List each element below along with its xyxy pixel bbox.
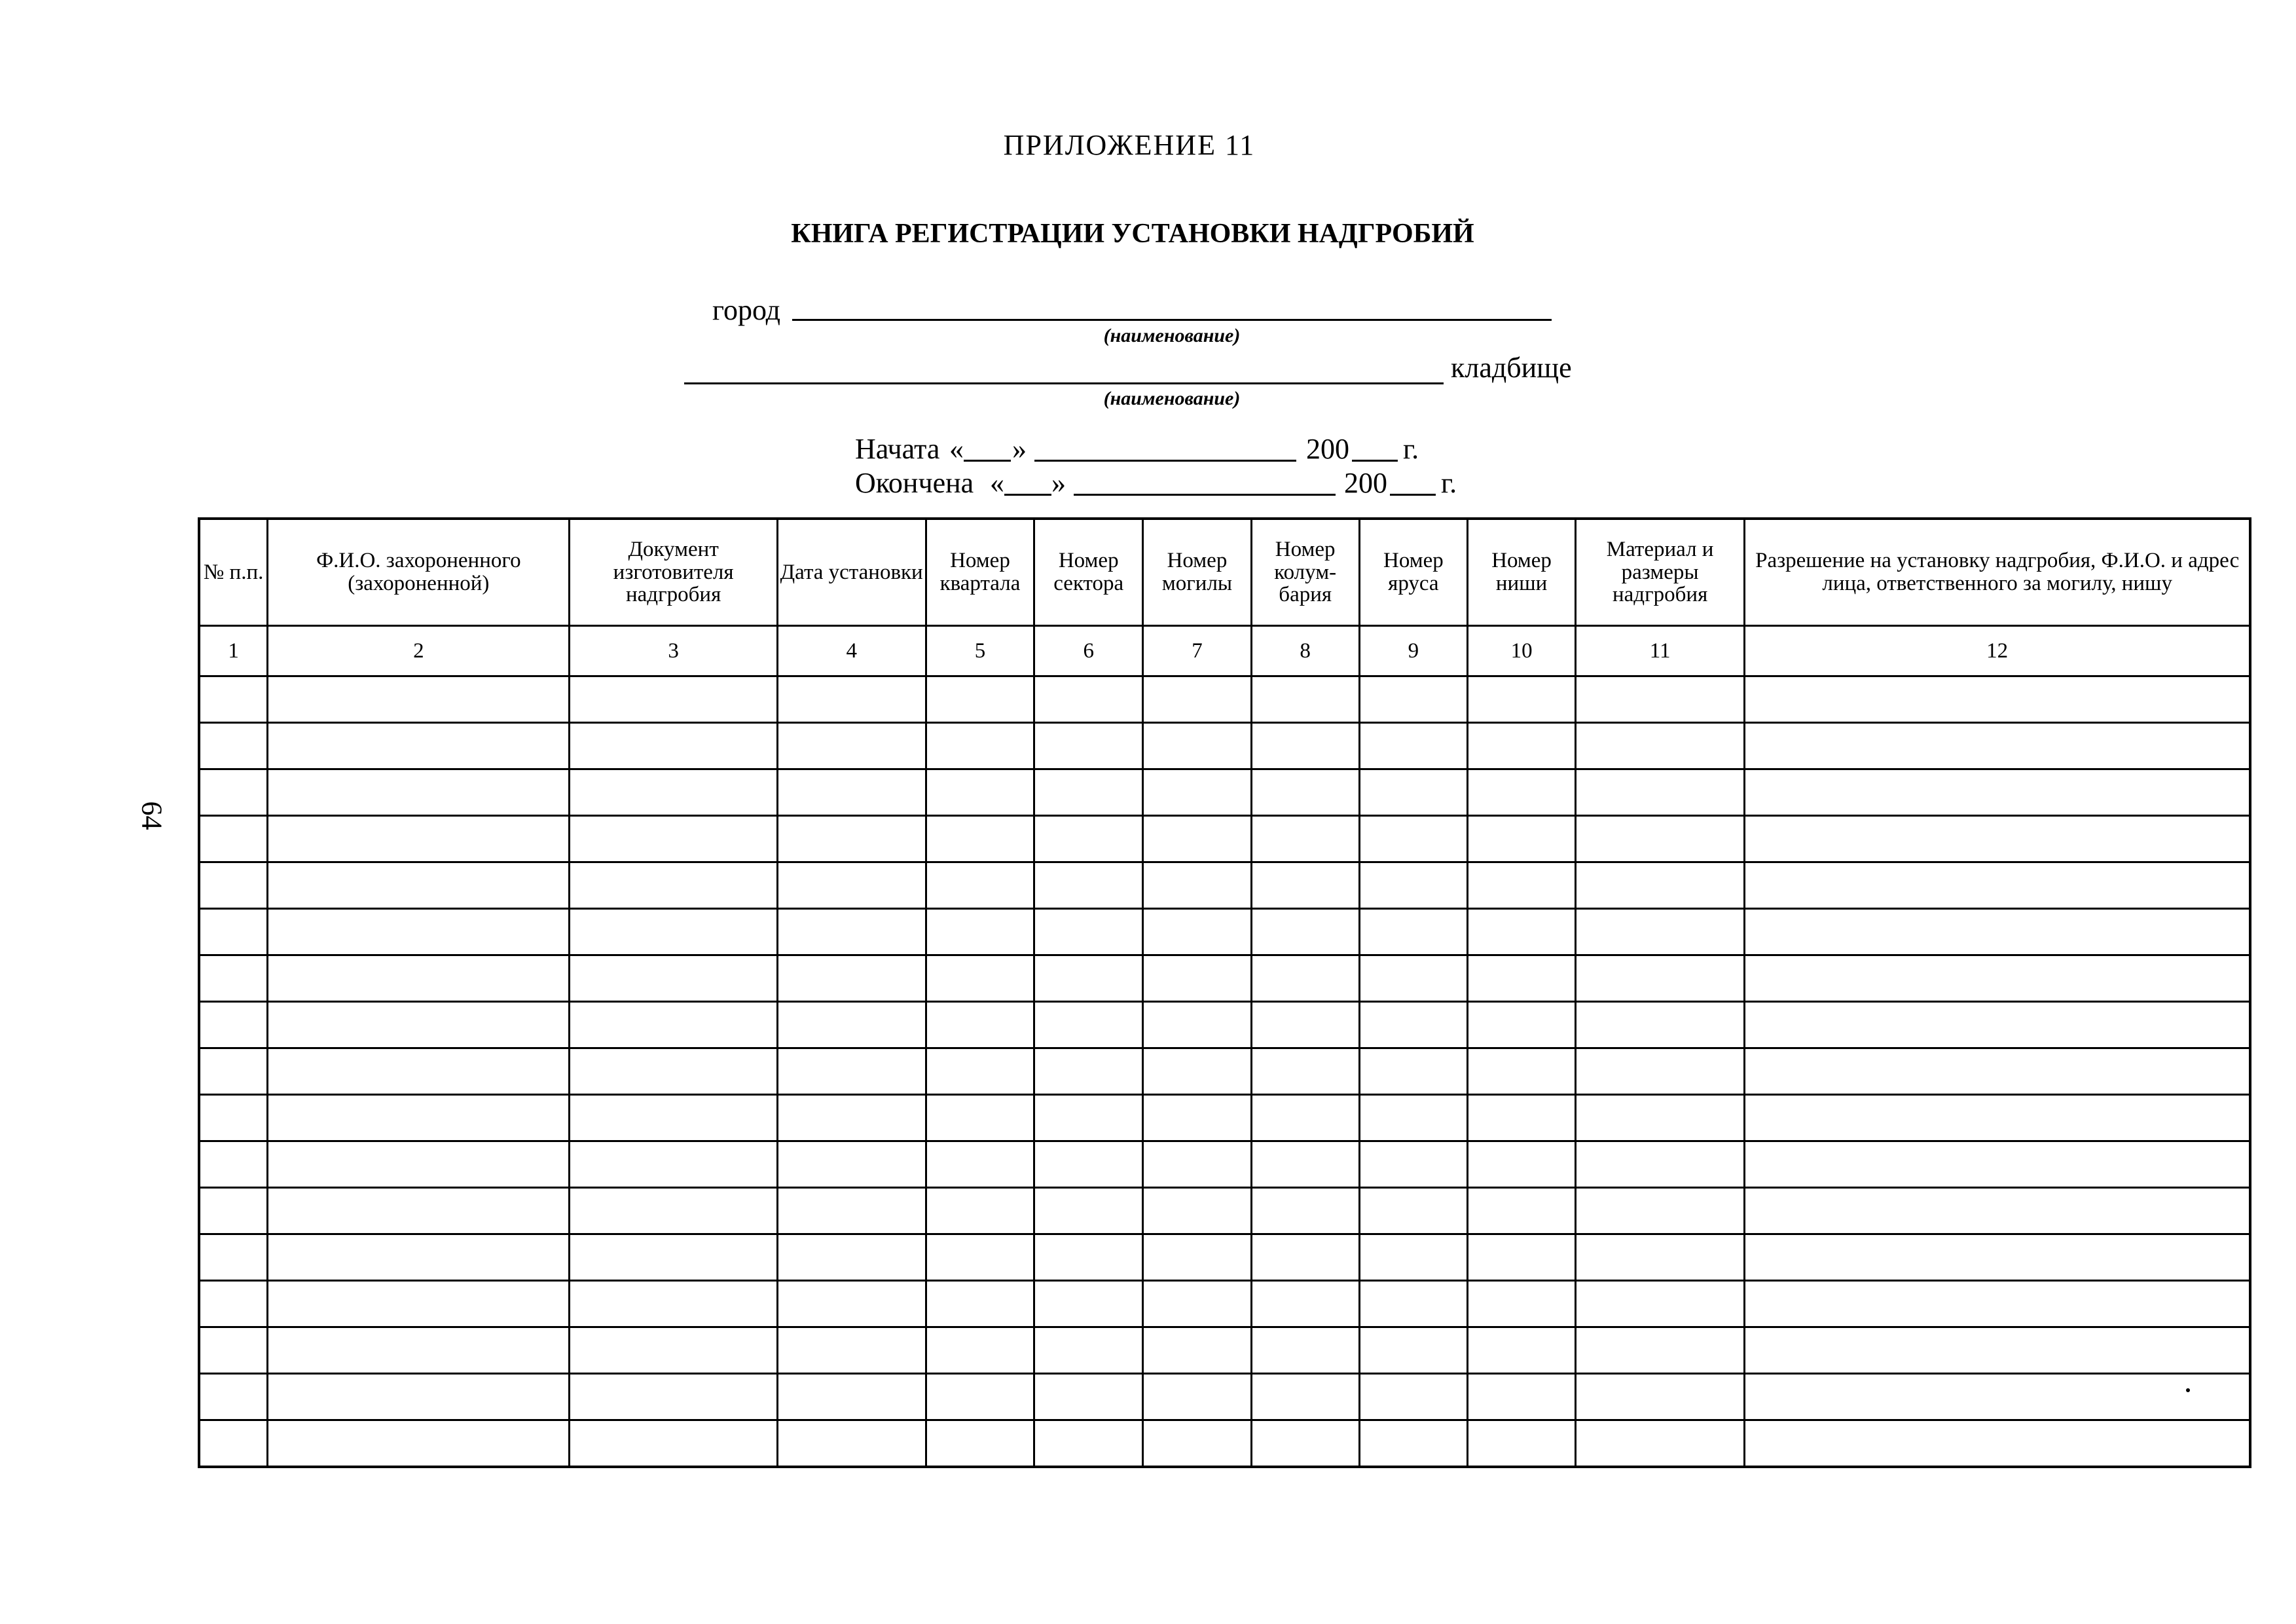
table-row [199, 1281, 2250, 1327]
entry-cell[interactable] [1745, 1002, 2250, 1048]
entry-cell[interactable] [1575, 1234, 1744, 1281]
entry-cell[interactable] [1745, 769, 2250, 816]
entry-cell[interactable] [268, 676, 570, 723]
entry-cell[interactable] [1359, 723, 1468, 769]
entry-cell[interactable] [1468, 676, 1576, 723]
entry-cell[interactable] [268, 1141, 570, 1188]
entry-cell[interactable] [777, 862, 926, 909]
entry-cell[interactable] [570, 1420, 777, 1467]
entry-cell[interactable] [1745, 1095, 2250, 1141]
entry-cell[interactable] [1468, 1374, 1576, 1420]
entry-cell[interactable] [1575, 676, 1744, 723]
entry-cell[interactable] [1575, 1002, 1744, 1048]
entry-cell[interactable] [570, 1327, 777, 1374]
table-row [199, 1002, 2250, 1048]
entry-cell[interactable] [1468, 1188, 1576, 1234]
table-row [199, 1234, 2250, 1281]
entry-cell[interactable] [777, 1234, 926, 1281]
entry-cell[interactable] [1251, 862, 1359, 909]
entry-cell[interactable] [1034, 1420, 1143, 1467]
entry-cell[interactable] [1143, 1002, 1252, 1048]
entry-cell[interactable] [570, 1281, 777, 1327]
header-tier-number: Номер яруса [1359, 519, 1468, 626]
column-number: 12 [1745, 626, 2250, 676]
entry-cell[interactable] [1359, 1327, 1468, 1374]
started-open-quote: « [949, 433, 964, 465]
started-year-prefix: 200 [1306, 433, 1349, 465]
entry-cell[interactable] [777, 1141, 926, 1188]
table-row [199, 955, 2250, 1002]
entry-cell[interactable] [1034, 862, 1143, 909]
header-block-number: Номер квартала [926, 519, 1034, 626]
finished-year-line[interactable] [1390, 494, 1436, 496]
entry-cell[interactable] [199, 862, 268, 909]
column-number: 3 [570, 626, 777, 676]
header-row-number: № п.п. [199, 519, 268, 626]
table-row [199, 1141, 2250, 1188]
finished-day-line[interactable] [1004, 494, 1051, 496]
entry-cell[interactable] [1251, 723, 1359, 769]
cemetery-name-caption: (наименование) [1103, 388, 1241, 409]
entry-cell[interactable] [1359, 1048, 1468, 1095]
column-number: 5 [926, 626, 1034, 676]
entry-cell[interactable] [1359, 1234, 1468, 1281]
entry-cell[interactable] [926, 1002, 1034, 1048]
header-niche-number: Номер ниши [1468, 519, 1576, 626]
entry-cell[interactable] [1143, 1141, 1252, 1188]
entry-cell[interactable] [268, 1327, 570, 1374]
entry-cell[interactable] [570, 909, 777, 955]
entry-cell[interactable] [199, 1188, 268, 1234]
entry-cell[interactable] [1251, 1141, 1359, 1188]
entry-cell[interactable] [1468, 1420, 1576, 1467]
entry-cell[interactable] [777, 1002, 926, 1048]
page-number: 64 [136, 801, 168, 830]
entry-cell[interactable] [1034, 1281, 1143, 1327]
entry-cell[interactable] [1034, 816, 1143, 862]
entry-cell[interactable] [1143, 1281, 1252, 1327]
entry-cell[interactable] [1143, 676, 1252, 723]
document-title: КНИГА РЕГИСТРАЦИИ УСТАНОВКИ НАДГРОБИЙ [791, 219, 1474, 249]
entry-cell[interactable] [199, 1327, 268, 1374]
entry-cell[interactable] [570, 1374, 777, 1420]
entry-cell[interactable] [1575, 1188, 1744, 1234]
entry-cell[interactable] [570, 1048, 777, 1095]
entry-cell[interactable] [926, 1420, 1034, 1467]
started-label: Начата [855, 433, 940, 465]
finished-label: Окончена [855, 467, 974, 499]
table-row [199, 1048, 2250, 1095]
table-row [199, 862, 2250, 909]
entry-cell[interactable] [777, 1048, 926, 1095]
entry-cell[interactable] [199, 1281, 268, 1327]
entry-cell[interactable] [1034, 1095, 1143, 1141]
entry-cell[interactable] [268, 1374, 570, 1420]
entry-cell[interactable] [1251, 1002, 1359, 1048]
table-row [199, 1095, 2250, 1141]
entry-cell[interactable] [777, 1281, 926, 1327]
entry-cell[interactable] [1251, 816, 1359, 862]
entry-cell[interactable] [777, 1420, 926, 1467]
entry-cell[interactable] [1143, 862, 1252, 909]
entry-cell[interactable] [1468, 769, 1576, 816]
entry-cell[interactable] [1468, 1281, 1576, 1327]
entry-cell[interactable] [1034, 1374, 1143, 1420]
entry-cell[interactable] [1359, 1374, 1468, 1420]
header-permission: Разрешение на установку надгробия, Ф.И.О. и адрес лица, ответственного за могилу, нишу [1745, 519, 2250, 626]
entry-cell[interactable] [1575, 909, 1744, 955]
table-row [199, 1327, 2250, 1374]
entry-cell[interactable] [1251, 909, 1359, 955]
header-maker-document: Документ изготовителя надгробия [570, 519, 777, 626]
entry-cell[interactable] [926, 1188, 1034, 1234]
entry-cell[interactable] [1359, 909, 1468, 955]
entry-cell[interactable] [1468, 1095, 1576, 1141]
entry-cell[interactable] [777, 1095, 926, 1141]
entry-cell[interactable] [1143, 955, 1252, 1002]
entry-cell[interactable] [199, 1048, 268, 1095]
entry-cell[interactable] [1575, 1048, 1744, 1095]
entry-cell[interactable] [268, 862, 570, 909]
entry-cell[interactable] [1468, 1141, 1576, 1188]
entry-cell[interactable] [1034, 1327, 1143, 1374]
entry-cell[interactable] [570, 1234, 777, 1281]
entry-cell[interactable] [1468, 723, 1576, 769]
entry-cell[interactable] [1251, 1095, 1359, 1141]
entry-cell[interactable] [1745, 1141, 2250, 1188]
entry-cell[interactable] [1359, 1188, 1468, 1234]
column-number-row [199, 626, 2250, 676]
entry-cell[interactable] [199, 769, 268, 816]
table-row [199, 1188, 2250, 1234]
entry-cell[interactable] [1359, 676, 1468, 723]
finished-open-quote: « [990, 467, 1004, 499]
entry-cell[interactable] [199, 955, 268, 1002]
entry-cell[interactable] [570, 1095, 777, 1141]
entry-cell[interactable] [926, 1374, 1034, 1420]
entry-cell[interactable] [1745, 862, 2250, 909]
header-grave-number: Номер могилы [1143, 519, 1252, 626]
entry-cell[interactable] [1034, 723, 1143, 769]
entry-cell[interactable] [1251, 1188, 1359, 1234]
header-columbarium-number: Номер колум-бария [1251, 519, 1359, 626]
entry-cell[interactable] [926, 676, 1034, 723]
entry-cell[interactable] [1468, 816, 1576, 862]
entry-cell[interactable] [1143, 1234, 1252, 1281]
entry-cell[interactable] [777, 1327, 926, 1374]
entry-cell[interactable] [1143, 1095, 1252, 1141]
entry-cell[interactable] [926, 862, 1034, 909]
entry-cell[interactable] [1359, 862, 1468, 909]
entry-cell[interactable] [570, 1002, 777, 1048]
entry-cell[interactable] [1251, 1327, 1359, 1374]
entry-cell[interactable] [926, 816, 1034, 862]
entry-cell[interactable] [1575, 723, 1744, 769]
started-close-quote: » [1012, 433, 1027, 465]
column-number: 1 [199, 626, 268, 676]
entry-cell[interactable] [1251, 1374, 1359, 1420]
column-number: 8 [1251, 626, 1359, 676]
entry-cell[interactable] [1575, 1095, 1744, 1141]
entry-cell[interactable] [1468, 1002, 1576, 1048]
entry-cell[interactable] [777, 1374, 926, 1420]
entry-cell[interactable] [1034, 1141, 1143, 1188]
entry-cell[interactable] [199, 1234, 268, 1281]
entry-cell[interactable] [1034, 769, 1143, 816]
entry-cell[interactable] [268, 1420, 570, 1467]
entry-cell[interactable] [268, 1234, 570, 1281]
city-name-line[interactable] [792, 319, 1552, 321]
finished-year-suffix: г. [1441, 467, 1457, 499]
registration-table [198, 517, 2251, 1468]
column-number: 4 [777, 626, 926, 676]
entry-cell[interactable] [1745, 1420, 2250, 1467]
entry-cell[interactable] [1143, 1374, 1252, 1420]
entry-cell[interactable] [777, 1188, 926, 1234]
entry-cell[interactable] [199, 1095, 268, 1141]
entry-cell[interactable] [1575, 816, 1744, 862]
entry-cell[interactable] [1143, 1420, 1252, 1467]
entry-cell[interactable] [777, 769, 926, 816]
entry-cell[interactable] [1143, 816, 1252, 862]
entry-cell[interactable] [570, 816, 777, 862]
entry-cell[interactable] [1575, 1420, 1744, 1467]
entry-cell[interactable] [1359, 1281, 1468, 1327]
entry-cell[interactable] [1251, 1048, 1359, 1095]
table-row [199, 1420, 2250, 1467]
entry-cell[interactable] [199, 1141, 268, 1188]
entry-cell[interactable] [570, 1141, 777, 1188]
header-sector-number: Номер сектора [1034, 519, 1143, 626]
table-row [199, 816, 2250, 862]
city-name-caption: (наименование) [1103, 325, 1241, 346]
table-row [199, 676, 2250, 723]
entry-cell[interactable] [777, 723, 926, 769]
entry-cell[interactable] [1359, 769, 1468, 816]
entry-cell[interactable] [1034, 1188, 1143, 1234]
started-day-line[interactable] [964, 460, 1011, 462]
started-month-line[interactable] [1034, 460, 1296, 462]
appendix-label: ПРИЛОЖЕНИЕ 11 [1003, 129, 1256, 161]
entry-cell[interactable] [1745, 1327, 2250, 1374]
city-label: город [712, 294, 781, 326]
header-deceased-name: Ф.И.О. захороненного (захороненной) [268, 519, 570, 626]
entry-cell[interactable] [1143, 1188, 1252, 1234]
entry-cell[interactable] [1575, 1327, 1744, 1374]
table-row [199, 723, 2250, 769]
entry-cell[interactable] [1575, 769, 1744, 816]
entry-cell[interactable] [777, 676, 926, 723]
entry-cell[interactable] [570, 1188, 777, 1234]
entry-cell[interactable] [1468, 1234, 1576, 1281]
column-number: 11 [1575, 626, 1744, 676]
entry-cell[interactable] [1745, 1048, 2250, 1095]
entry-cell[interactable] [199, 1420, 268, 1467]
entry-cell[interactable] [1468, 1327, 1576, 1374]
finished-close-quote: » [1051, 467, 1066, 499]
entry-cell[interactable] [1251, 955, 1359, 1002]
entry-cell[interactable] [1575, 862, 1744, 909]
finished-month-line[interactable] [1074, 494, 1336, 496]
entry-cell[interactable] [199, 1374, 268, 1420]
entry-cell[interactable] [570, 723, 777, 769]
entry-cell[interactable] [1359, 955, 1468, 1002]
entry-cell[interactable] [926, 1095, 1034, 1141]
entry-cell[interactable] [1251, 1420, 1359, 1467]
entry-cell[interactable] [1359, 1095, 1468, 1141]
entry-cell[interactable] [1034, 1048, 1143, 1095]
entry-cell[interactable] [268, 1095, 570, 1141]
entry-cell[interactable] [570, 955, 777, 1002]
table-row [199, 909, 2250, 955]
column-number: 10 [1468, 626, 1576, 676]
entry-cell[interactable] [268, 723, 570, 769]
entry-cell[interactable] [268, 1281, 570, 1327]
entry-cell[interactable] [1745, 816, 2250, 862]
entry-cell[interactable] [1143, 769, 1252, 816]
entry-cell[interactable] [1143, 1048, 1252, 1095]
header-material-size: Материал и размеры надгробия [1575, 519, 1744, 626]
entry-cell[interactable] [926, 1327, 1034, 1374]
entry-cell[interactable] [1745, 909, 2250, 955]
entry-cell[interactable] [570, 676, 777, 723]
entry-cell[interactable] [777, 909, 926, 955]
entry-cell[interactable] [1468, 909, 1576, 955]
entry-cell[interactable] [1359, 1420, 1468, 1467]
entry-cell[interactable] [777, 955, 926, 1002]
header-install-date: Дата установки [777, 519, 926, 626]
entry-cell[interactable] [570, 769, 777, 816]
cemetery-label: кладбище [1451, 352, 1572, 384]
table-row [199, 1374, 2250, 1420]
entry-cell[interactable] [199, 1002, 268, 1048]
entry-cell[interactable] [1251, 1281, 1359, 1327]
entry-cell[interactable] [1251, 769, 1359, 816]
entry-cell[interactable] [1575, 1281, 1744, 1327]
finished-year-prefix: 200 [1344, 467, 1387, 499]
entry-cell[interactable] [199, 723, 268, 769]
column-number: 2 [268, 626, 570, 676]
entry-cell[interactable] [199, 676, 268, 723]
started-year-line[interactable] [1352, 460, 1398, 462]
entry-cell[interactable] [1143, 909, 1252, 955]
entry-cell[interactable] [1745, 1188, 2250, 1234]
entry-cell[interactable] [1034, 676, 1143, 723]
entry-cell[interactable] [1745, 1374, 2250, 1420]
entry-cell[interactable] [1575, 955, 1744, 1002]
entry-cell[interactable] [1745, 955, 2250, 1002]
cemetery-name-line[interactable] [684, 382, 1444, 384]
started-year-suffix: г. [1403, 433, 1419, 465]
entry-cell[interactable] [268, 909, 570, 955]
entry-cell[interactable] [1468, 862, 1576, 909]
entry-cell[interactable] [1745, 723, 2250, 769]
entry-cell[interactable] [268, 955, 570, 1002]
entry-cell[interactable] [926, 909, 1034, 955]
entry-cell[interactable] [926, 955, 1034, 1002]
entry-cell[interactable] [1143, 723, 1252, 769]
table-row [199, 769, 2250, 816]
column-number: 6 [1034, 626, 1143, 676]
entry-cell[interactable] [1143, 1327, 1252, 1374]
entry-cell[interactable] [1034, 955, 1143, 1002]
entry-cell[interactable] [926, 1234, 1034, 1281]
entry-cell[interactable] [926, 1048, 1034, 1095]
entry-cell[interactable] [926, 723, 1034, 769]
entry-cell[interactable] [570, 862, 777, 909]
entry-cell[interactable] [1251, 676, 1359, 723]
table-header-row [199, 519, 2250, 626]
entry-cell[interactable] [268, 1048, 570, 1095]
entry-cell[interactable] [199, 816, 268, 862]
entry-cell[interactable] [1034, 909, 1143, 955]
entry-cell[interactable] [199, 909, 268, 955]
entry-cell[interactable] [1575, 1374, 1744, 1420]
entry-cell[interactable] [1468, 955, 1576, 1002]
entry-cell[interactable] [1034, 1234, 1143, 1281]
entry-cell[interactable] [926, 1281, 1034, 1327]
entry-cell[interactable] [1251, 1234, 1359, 1281]
column-number: 9 [1359, 626, 1468, 676]
entry-cell[interactable] [777, 816, 926, 862]
column-number: 7 [1143, 626, 1252, 676]
entry-cell[interactable] [1745, 676, 2250, 723]
entry-cell[interactable] [1468, 1048, 1576, 1095]
entry-cell[interactable] [1745, 1281, 2250, 1327]
entry-cell[interactable] [926, 769, 1034, 816]
entry-cell[interactable] [268, 816, 570, 862]
entry-cell[interactable] [268, 769, 570, 816]
entry-cell[interactable] [268, 1188, 570, 1234]
entry-cell[interactable] [1359, 816, 1468, 862]
entry-cell[interactable] [268, 1002, 570, 1048]
entry-cell[interactable] [1745, 1234, 2250, 1281]
entry-cell[interactable] [926, 1141, 1034, 1188]
entry-cell[interactable] [1034, 1002, 1143, 1048]
entry-cell[interactable] [1359, 1141, 1468, 1188]
entry-cell[interactable] [1575, 1141, 1744, 1188]
entry-cell[interactable] [1359, 1002, 1468, 1048]
